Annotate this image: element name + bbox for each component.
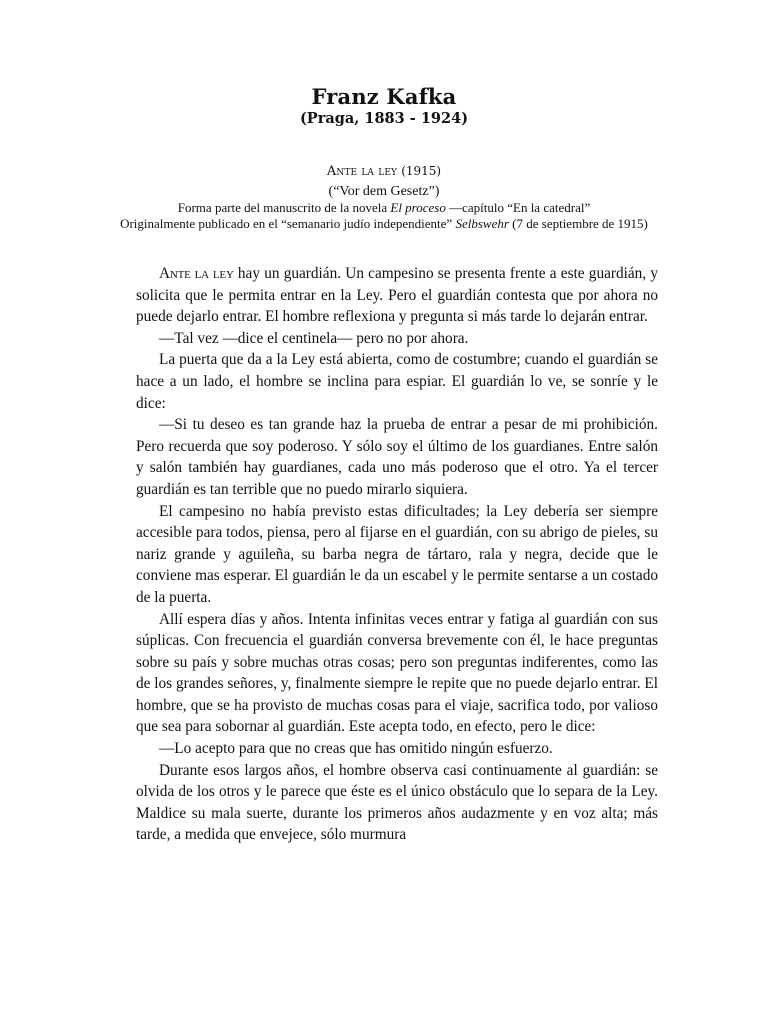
author-dates: (Praga, 1883 - 1924) — [299, 110, 469, 127]
magazine-title: Selbswehr — [455, 215, 509, 231]
paragraph-5: El campesino no había previsto estas dificultades; la Ley debería ser siempre accesible para todos, piensa, pero al fijarse en el guardián, con su abrigo de pieles, su nariz grande y aguileña, su barba negra de tártaro, rala y negra, decide que le conviene mas esperar. El guardián le da un escabel y le permite sentarse a un costado de la puerta. — [136, 502, 658, 606]
original-title: (“Vor dem Gesetz”) — [328, 184, 440, 199]
author-name: Franz Kafka — [311, 84, 457, 109]
publication-note-line-1: Forma parte del manuscrito de la novela El proceso —capítulo “En la catedral” — [177, 200, 591, 215]
publication-note-line-2: Originalmente publicado en el “semanario judío independiente” Selbswehr (7 de septiembre de 1915) — [120, 215, 648, 231]
story-body — [136, 263, 658, 846]
publication-note — [104, 200, 664, 231]
paragraph-7: —Lo acepto para que no creas que has omitido ningún esfuerzo. — [159, 740, 553, 758]
paragraph-3: La puerta que da a la Ley está abierta, como de costumbre; cuando el guardián se hace a un lado, el hombre se inclina para espiar. El guardián lo ve, se sonríe y le dice: — [136, 351, 658, 412]
story-title-line — [0, 164, 768, 179]
paragraph-2: —Tal vez —dice el centinela— pero no por ahora. — [159, 329, 469, 347]
story-year: (1915) — [401, 164, 442, 178]
opening-words: Ante la ley — [159, 265, 234, 282]
novel-title: El proceso — [390, 200, 446, 215]
paragraph-6: Allí espera días y años. Intenta infinitas veces entrar y fatiga al guardián con sus súplicas. Con frecuencia el guardián conversa brevemente con él, le hace preguntas sobre su país y sobre muchas otras cosas; pero son preguntas indiferentes, como las de los grandes señores, y, finalmente siempre le repite que no puede dejarlo entrar. El hombre, que se ha provisto de muchas cosas para el viaje, sacrifica todo, por valioso que sea para sobornar al guardián. Este acepta todo, en efecto, pero le dice: — [136, 610, 658, 736]
paragraph-8: Durante esos largos años, el hombre observa casi continuamente al guardián: se olvida de los otros y le parece que éste es el único obstáculo que lo separa de la Ley. Maldice su mala suerte, durante los primeros años audazmente y en voz alta; más tarde, a medida que envejece, sólo murmura — [136, 761, 658, 844]
paragraph-1: Ante la ley hay un guardián. Un campesino se presenta frente a este guardián, y solicita que le permita entrar en la Ley. Pero el guardián contesta que por ahora no puede dejarlo entrar. El hombre reflexiona y pregunta si más tarde lo dejarán entrar. — [136, 265, 658, 326]
story-title: Ante la ley — [326, 164, 398, 179]
paragraph-4: —Si tu deseo es tan grande haz la prueba de entrar a pesar de mi prohibición. Pero recuerda que soy poderoso. Y sólo soy el último de los guardianes. Entre salón y salón también hay guardianes, cada uno más poderoso que el otro. Ya el tercer guardián es tan terrible que no puedo mirarlo siquiera. — [136, 416, 658, 498]
